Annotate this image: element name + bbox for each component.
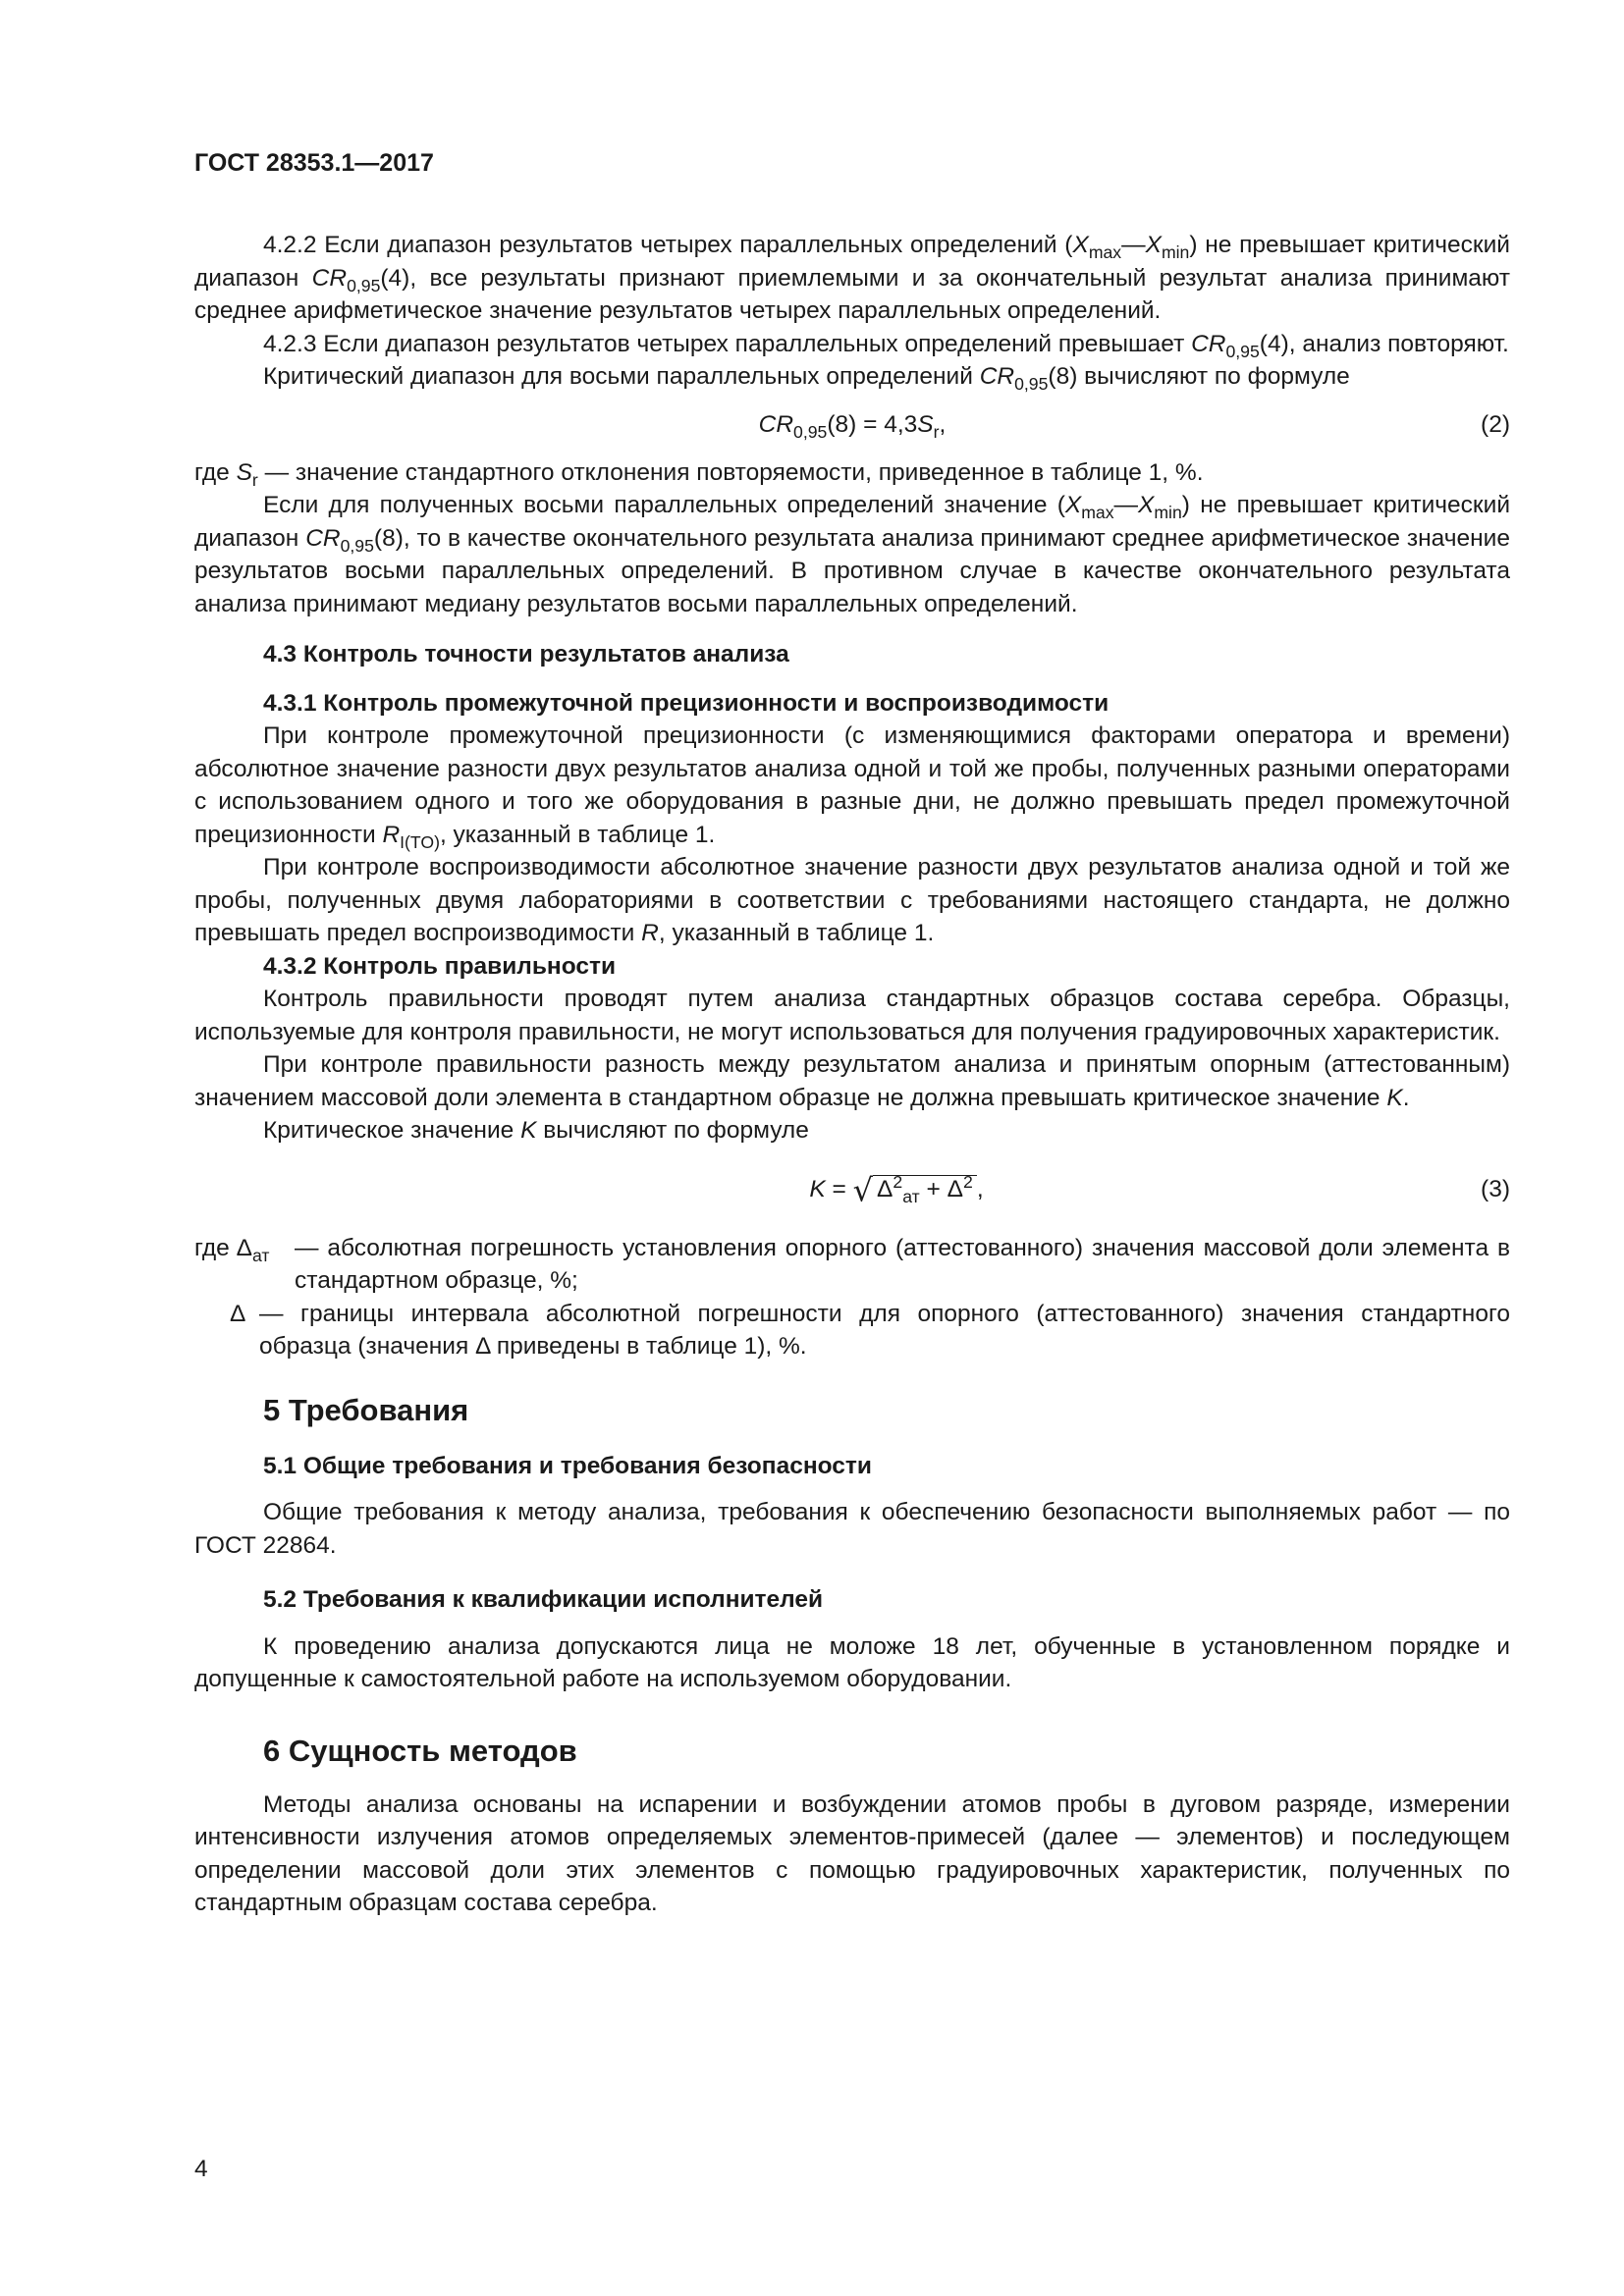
paragraph-method-essence: Методы анализа основаны на испарении и возбуждении атомов пробы в дуговом разряде, измерении интенсивности излучения атомов определяемых элементов-примесей (далее — элементов) и последующем определении массовой доли этих элементов с помощью градуировочных характеристик, полученных по стандартным образцам состава серебра. bbox=[194, 1790, 1510, 1916]
heading-4-3: 4.3 Контроль точности результатов анализа bbox=[263, 641, 789, 667]
where-delta-at: где $\Delta_{ат}$ — абсолютная погрешность установления опорного (аттестованного) значения массовой доли элемента в стандартном образце, %; bbox=[194, 1234, 1510, 1294]
formula-2-number: (2) bbox=[1481, 410, 1510, 438]
formula-2-expression: $CR_{0,95}(8) = 4,3S_r$, bbox=[758, 410, 947, 442]
where-sr: где $S_r$ — значение стандартного отклонения повторяемости, приведенное в таблице 1, %. bbox=[194, 458, 1204, 490]
paragraph-4-2-2: 4.2.2 Если диапазон результатов четырех параллельных определений $(X_{max}—X_{min})$ не превышает критический диапазон $CR_{0,95}(4)$, все результаты признают приемлемыми и за окончательный результат анализа принимают среднее арифметическое значение результатов четырех параллельных определений. bbox=[194, 232, 1510, 324]
page-number: 4 bbox=[194, 2156, 208, 2182]
formula-2 bbox=[194, 398, 1510, 453]
paragraph-critical-value: При контроле правильности разность между результатом анализа и принятым опорным (аттестованным) значением массовой доли элемента в стандартном образце не должна превышать критическое значение K. bbox=[194, 1051, 1510, 1111]
paragraph-intermediate-precision: При контроле промежуточной прецизионности (с изменяющимися факторами оператора и времени) абсолютное значение разности двух результатов анализа одной и той же пробы, полученных разными операторами с использованием одного и того же оборудования в разные дни, не должно превышать предел промежуточной прецизионности $R_{I(TO)}$, указанный в таблице 1. bbox=[194, 722, 1510, 852]
paragraph-reproducibility: При контроле воспроизводимости абсолютное значение разности двух результатов анализа одной и той же пробы, полученных двумя лабораториями в соответствии с требованиями настоящего стандарта, не должно превышать предел воспроизводимости R, указанный в таблице 1. bbox=[194, 854, 1510, 946]
heading-4-3-1: 4.3.1 Контроль промежуточной прецизионности и воспроизводимости bbox=[263, 689, 1110, 717]
heading-6: 6 Сущность методов bbox=[263, 1733, 577, 1768]
paragraph-accuracy-control: Контроль правильности проводят путем анализа стандартных образцов состава серебра. Образцы, используемые для контроля правильности, не могут использоваться для получения градуировочных характеристик. bbox=[194, 986, 1510, 1045]
paragraph-4-2-3: 4.2.3 Если диапазон результатов четырех параллельных определений превышает $CR_{0,95}(4)$, анализ повторяют. bbox=[263, 330, 1509, 361]
formula-3-number: (3) bbox=[1481, 1175, 1510, 1202]
formula-3 bbox=[194, 1157, 1510, 1222]
paragraph-k-formula-intro: Критическое значение K вычисляют по формуле bbox=[263, 1117, 809, 1144]
square-root: √ $\Delta^2_{ат} + \Delta^2$ bbox=[853, 1157, 977, 1223]
heading-5-1: 5.1 Общие требования и требования безопасности bbox=[263, 1452, 872, 1479]
document-body bbox=[194, 229, 1510, 1920]
formula-3-expression: K = √ $\Delta^2_{ат} + \Delta^2$ , bbox=[194, 1157, 1510, 1223]
paragraph-eight-determinations: Если для полученных восьми параллельных определений значение $(X_{max}—X_{min})$ не превышает критический диапазон $CR_{0,95}(8)$, то в качестве окончательного результата анализа принимают среднее арифметическое значение результатов восьми параллельных определений. В противном случае в качестве окончательного результата анализа принимают медиану результатов восьми параллельных определений. bbox=[194, 492, 1511, 617]
paragraph-qualification: К проведению анализа допускаются лица не моложе 18 лет, обученные в установленном порядке и допущенные к самостоятельной работе на используемом оборудовании. bbox=[194, 1632, 1510, 1692]
heading-5-2: 5.2 Требования к квалификации исполнителей bbox=[263, 1586, 824, 1613]
where-delta: Δ — границы интервала абсолютной погрешности для опорного (аттестованного) значения стандартного образца (значения Δ приведены в таблице 1), %. bbox=[230, 1300, 1510, 1360]
heading-5: 5 Требования bbox=[263, 1392, 469, 1427]
paragraph-general-requirements: Общие требования к методу анализа, требования к обеспечению безопасности выполняемых работ — по ГОСТ 22864. bbox=[194, 1499, 1510, 1559]
heading-4-3-2: 4.3.2 Контроль правильности bbox=[263, 952, 617, 980]
document-header: ГОСТ 28353.1—2017 bbox=[194, 149, 434, 177]
paragraph-critical-range-8: Критический диапазон для восьми параллельных определений $CR_{0,95}(8)$ вычисляют по формуле bbox=[263, 363, 1350, 395]
